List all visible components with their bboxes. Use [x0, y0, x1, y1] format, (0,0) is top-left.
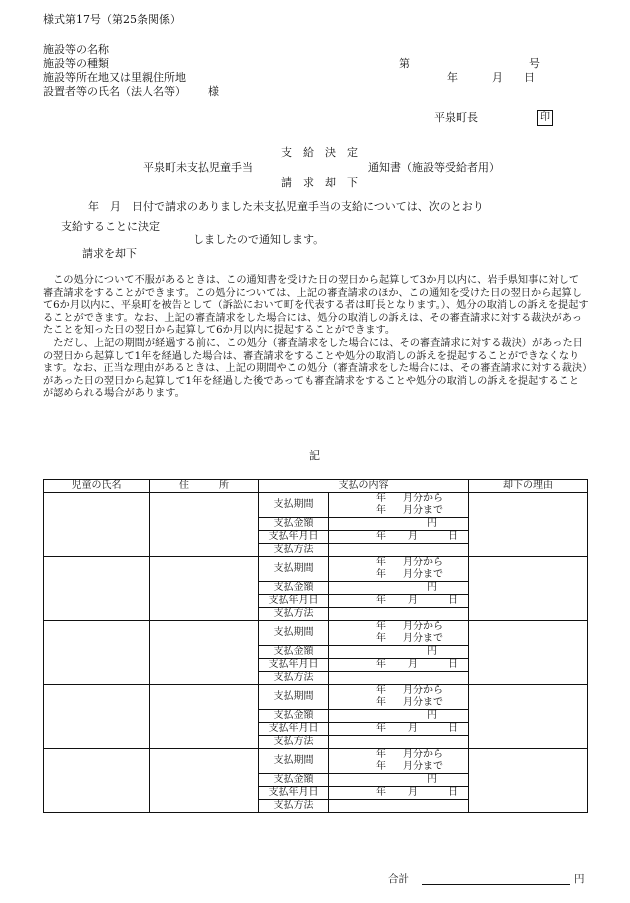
label-pay-date: 支払年月日 [259, 595, 329, 608]
amount-unit: 円 [427, 646, 437, 657]
amount-unit: 円 [427, 710, 437, 721]
pay-date-day: 日 [448, 787, 458, 798]
child-name-cell[interactable] [44, 557, 150, 621]
table-row [44, 557, 588, 582]
period-value[interactable] [329, 749, 469, 774]
method-value[interactable] [329, 544, 469, 557]
total-unit: 円 [574, 873, 585, 885]
facility-name-label: 施設等の名称 [43, 43, 109, 56]
table-row [44, 621, 588, 646]
period-from-month: 月分から [403, 685, 443, 696]
intro-text: 年 月 日付で請求のありました未支払児童手当の支給については、次のとおり [88, 200, 484, 213]
period-from-month: 月分から [403, 557, 443, 568]
label-period: 支払期間 [259, 749, 329, 774]
period-value[interactable] [329, 685, 469, 710]
date-year: 年 [447, 71, 458, 84]
reason-cell[interactable] [469, 749, 588, 813]
period-from-year: 年 [376, 685, 386, 696]
pay-date-year: 年 [376, 659, 386, 670]
pay-date-day: 日 [448, 531, 458, 542]
reason-cell[interactable] [469, 493, 588, 557]
total-label: 合計 [388, 873, 409, 885]
header-child-name: 児童の氏名 [44, 480, 150, 493]
date-month: 月 [492, 71, 503, 84]
title-line3: 請 求 却 下 [281, 176, 358, 189]
label-method: 支払方法 [259, 608, 329, 621]
notice-paragraph-1: この処分について不服があるときは、この通知書を受けた日の翌日から起算して3か月以内に、岩手県知事に対して審査請求をすることができます。この処分については、上記の審査請求のほか、この通知を受けた日の翌日から起算して6か月以内に、平泉町を被告として（訴訟において町を代表する者は町長となります。）、処分の取消しの訴えを提起することができます。なお、上記の審査請求をした場合には、処分の取消しの訴えは、その審査請求に対する裁決があったことを知った日の翌日から起算して6か月以内に提起することができます。 [43, 275, 589, 337]
header-content: 支払の内容 [259, 480, 469, 493]
period-to-month: 月分まで [403, 697, 443, 708]
pay-date-year: 年 [376, 787, 386, 798]
title-right: 通知書（施設等受給者用） [368, 161, 500, 174]
period-value[interactable] [329, 493, 469, 518]
period-to-month: 月分まで [403, 633, 443, 644]
decision-option-grant: 支給することに決定 [61, 220, 160, 233]
table-row [44, 749, 588, 774]
decision-tail: しましたので通知します。 [193, 233, 325, 246]
period-to-year: 年 [376, 505, 386, 516]
amount-value[interactable] [329, 646, 469, 659]
address-cell[interactable] [150, 621, 259, 685]
period-value[interactable] [329, 557, 469, 582]
amount-unit: 円 [427, 518, 437, 529]
amount-value[interactable] [329, 518, 469, 531]
period-from-month: 月分から [403, 749, 443, 760]
decision-option-reject: 請求を却下 [82, 247, 137, 260]
founder-name-label: 設置者等の氏名（法人名等） [43, 85, 186, 98]
pay-date-month: 月 [408, 595, 418, 606]
pay-date-day: 日 [448, 659, 458, 670]
period-from-month: 月分から [403, 493, 443, 504]
method-value[interactable] [329, 672, 469, 685]
label-period: 支払期間 [259, 493, 329, 518]
address-cell[interactable] [150, 685, 259, 749]
label-pay-date: 支払年月日 [259, 787, 329, 800]
period-to-month: 月分まで [403, 761, 443, 772]
label-amount: 支払金額 [259, 710, 329, 723]
header-reason: 却下の理由 [469, 480, 588, 493]
amount-value[interactable] [329, 582, 469, 595]
ki-heading: 記 [309, 449, 320, 462]
label-method: 支払方法 [259, 800, 329, 813]
method-value[interactable] [329, 608, 469, 621]
total-amount-line [422, 884, 570, 885]
pay-date-value[interactable] [329, 723, 469, 736]
notice-paragraph-2: ただし、上記の期間が経過する前に、この処分（審査請求をした場合には、その審査請求に対する裁決）があった日の翌日から起算して1年を経過した場合は、審査請求をすることや処分の取消しの訴えを提起することができなくなります。なお、正当な理由があるときは、上記の期間やこの処分（審査請求をした場合には、その審査請求に対する裁決）があった日の翌日から起算して1年を経過した後であっても審査請求をすることや処分の取消しの訴えを提起することが認められる場合があります。 [43, 337, 588, 400]
doc-no-dai: 第 [399, 57, 410, 70]
pay-date-year: 年 [376, 531, 386, 542]
issuer-name: 平泉町長 [434, 111, 478, 124]
reason-cell[interactable] [469, 685, 588, 749]
period-from-month: 月分から [403, 621, 443, 632]
pay-date-day: 日 [448, 595, 458, 606]
label-method: 支払方法 [259, 672, 329, 685]
label-amount: 支払金額 [259, 646, 329, 659]
pay-date-year: 年 [376, 723, 386, 734]
pay-date-value[interactable] [329, 659, 469, 672]
date-day: 日 [524, 71, 535, 84]
pay-date-value[interactable] [329, 787, 469, 800]
label-pay-date: 支払年月日 [259, 531, 329, 544]
facility-type-label: 施設等の種類 [43, 57, 109, 70]
label-pay-date: 支払年月日 [259, 659, 329, 672]
period-to-year: 年 [376, 761, 386, 772]
reason-cell[interactable] [469, 621, 588, 685]
period-to-month: 月分まで [403, 505, 443, 516]
period-value[interactable] [329, 621, 469, 646]
period-from-year: 年 [376, 557, 386, 568]
period-to-year: 年 [376, 633, 386, 644]
pay-date-month: 月 [408, 659, 418, 670]
label-amount: 支払金額 [259, 518, 329, 531]
table-row [44, 685, 588, 710]
period-to-year: 年 [376, 569, 386, 580]
title-left: 平泉町未支払児童手当 [143, 161, 253, 174]
child-name-cell[interactable] [44, 493, 150, 557]
label-period: 支払期間 [259, 557, 329, 582]
label-method: 支払方法 [259, 544, 329, 557]
pay-date-year: 年 [376, 595, 386, 606]
period-from-year: 年 [376, 621, 386, 632]
table-header-row [44, 480, 588, 493]
pay-date-value[interactable] [329, 595, 469, 608]
child-name-cell[interactable] [44, 685, 150, 749]
method-value[interactable] [329, 736, 469, 749]
seal-stamp: 印 [537, 110, 553, 126]
period-from-year: 年 [376, 749, 386, 760]
label-pay-date: 支払年月日 [259, 723, 329, 736]
form-number: 様式第17号（第25条関係） [43, 13, 181, 26]
amount-unit: 円 [427, 582, 437, 593]
title-line1: 支 給 決 定 [281, 146, 358, 159]
header-address: 住 所 [150, 480, 259, 493]
pay-date-month: 月 [408, 723, 418, 734]
period-to-month: 月分まで [403, 569, 443, 580]
payment-table [43, 479, 588, 813]
doc-no-go: 号 [529, 57, 540, 70]
address-cell[interactable] [150, 493, 259, 557]
amount-value[interactable] [329, 774, 469, 787]
label-period: 支払期間 [259, 685, 329, 710]
honorific: 様 [208, 85, 219, 98]
period-from-year: 年 [376, 493, 386, 504]
method-value[interactable] [329, 800, 469, 813]
label-amount: 支払金額 [259, 774, 329, 787]
child-name-cell[interactable] [44, 621, 150, 685]
reason-cell[interactable] [469, 557, 588, 621]
table-row [44, 493, 588, 518]
pay-date-value[interactable] [329, 531, 469, 544]
pay-date-month: 月 [408, 787, 418, 798]
child-name-cell[interactable] [44, 749, 150, 813]
pay-date-month: 月 [408, 531, 418, 542]
address-cell[interactable] [150, 557, 259, 621]
amount-unit: 円 [427, 774, 437, 785]
notice-block [43, 275, 589, 401]
label-amount: 支払金額 [259, 582, 329, 595]
amount-value[interactable] [329, 710, 469, 723]
facility-address-label: 施設等所在地又は里親住所地 [43, 71, 186, 84]
pay-date-day: 日 [448, 723, 458, 734]
label-period: 支払期間 [259, 621, 329, 646]
label-method: 支払方法 [259, 736, 329, 749]
period-to-year: 年 [376, 697, 386, 708]
address-cell[interactable] [150, 749, 259, 813]
